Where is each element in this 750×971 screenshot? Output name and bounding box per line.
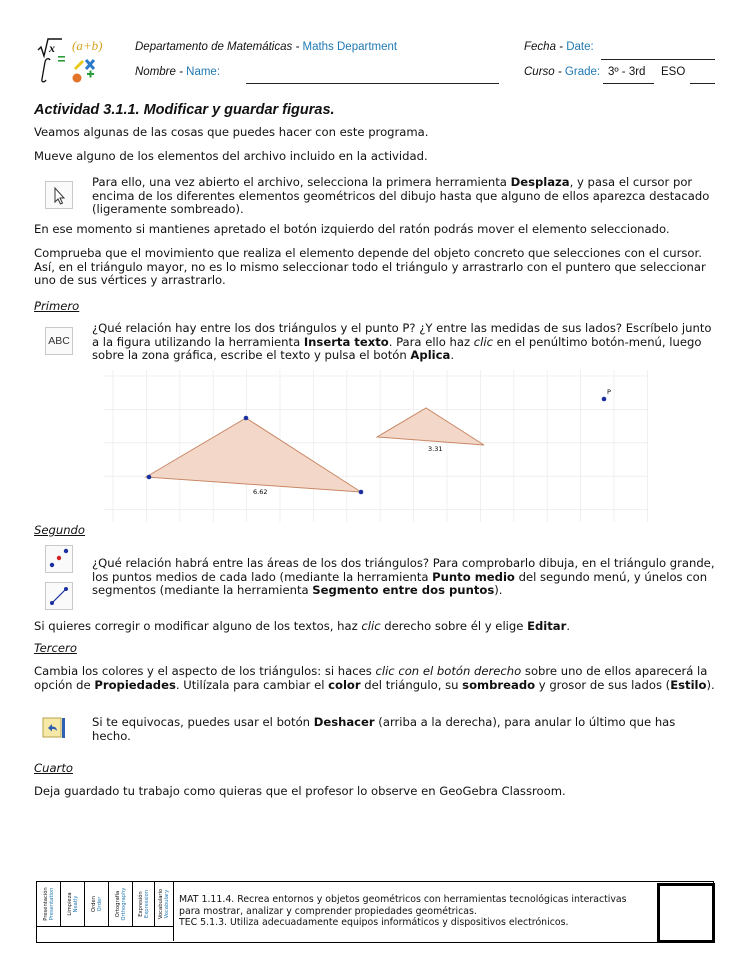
text-inserta: Inserta texto (303, 334, 389, 349)
criteria-label (91, 896, 103, 912)
paragraph-undo (92, 716, 717, 743)
section-segundo: Segundo (34, 523, 86, 537)
insert-text-tool-icon[interactable] (45, 327, 73, 355)
text-p9e: . Utilízala para cambiar el (175, 677, 329, 692)
paragraph-edit (34, 620, 718, 634)
text-sombreado: sombreado (462, 677, 536, 692)
vertex-b[interactable] (244, 416, 249, 421)
criteria-label-es: Ortografía (114, 890, 121, 918)
criteria-label (67, 892, 79, 915)
criteria-cell (133, 882, 155, 926)
undo-button-icon[interactable] (42, 717, 66, 739)
department-en: Maths Department (302, 41, 398, 53)
text-editar: Editar (527, 619, 567, 633)
text-clic-derecho: clic con el botón derecho (375, 664, 522, 678)
segment-tool-icon[interactable] (45, 582, 73, 610)
segment-icon (46, 583, 72, 609)
text-punto-medio: Punto medio (432, 569, 515, 584)
grade-line (603, 83, 654, 84)
cursor-arrow-icon (46, 182, 72, 208)
move-tool-icon[interactable] (45, 181, 73, 209)
text-move-a: Para ello, una vez abierto el archivo, selecciona la primera herramienta (92, 175, 511, 189)
text-deshacer: Deshacer (313, 715, 375, 729)
paragraph-check: Comprueba que el movimiento que realiza el elemento depende del objeto concreto que selecciones con el cursor. Así, en el triángulo mayor, no es lo mismo seleccionar todo el triángulo y arrastrarlo con el puntero que seleccionar uno de sus vértices y arrastrarlo. (34, 246, 706, 288)
text-p9c: sobre uno de ellos aparecerá la opción de (34, 664, 708, 692)
name-es: Nombre (135, 66, 176, 78)
paragraph-cuarto: Deja guardado tu trabajo como quieras que el profesor lo observe en GeoGebra Classroom. (34, 784, 566, 798)
name-label (135, 66, 220, 78)
small-triangle[interactable] (377, 408, 484, 445)
paragraph-segundo (92, 557, 717, 598)
criteria-label (158, 889, 170, 919)
name-en: Name: (186, 66, 221, 78)
criteria-label-es: Expresión (137, 891, 144, 917)
criteria-label-en: Vocabulary (164, 889, 170, 919)
name-sep: - (175, 66, 187, 78)
grade-sep: - (554, 66, 565, 78)
grade-value: 3º - 3rd (608, 66, 646, 78)
date-line[interactable] (601, 59, 715, 60)
text-aplica: Aplica (410, 348, 451, 363)
criteria-cell (109, 882, 133, 926)
date-es: Fecha (524, 41, 556, 53)
text-p6e: en el penúltimo botón-menú, luego sobre la zona gráfica, escribe el texto y pulsa el botón (92, 334, 702, 363)
section-cuarto: Cuarto (34, 761, 73, 775)
figure-canvas (104, 370, 648, 522)
paragraph-primero (92, 322, 717, 363)
paragraph-tercero (34, 665, 718, 692)
criteria-label (138, 890, 150, 918)
eso-line (690, 83, 715, 84)
text-desplaza: Desplaza (510, 175, 570, 189)
text-p9k: ). (706, 677, 715, 692)
date-en: Date: (566, 41, 594, 53)
standard-1: MAT 1.11.4. Recrea entornos y objetos geométricos con herramientas tecnológicas interactivas (179, 894, 627, 905)
criteria-label-es: Presentación (42, 887, 49, 921)
department-sep: - (292, 41, 303, 53)
big-side-label: 6.62 (253, 488, 268, 496)
text-p8e: . (566, 619, 571, 633)
criteria-label (115, 888, 127, 921)
evaluation-box (36, 881, 714, 943)
criteria-divider (173, 882, 174, 941)
grid-lines (104, 370, 648, 522)
text-segmento: Segmento entre dos puntos (312, 583, 495, 598)
criteria-label-es: Vocabulario (158, 888, 164, 920)
grade-es: Curso (524, 66, 555, 78)
criteria-bottom-line (37, 926, 173, 927)
text-p9g: del triángulo, su (360, 677, 463, 692)
small-side-label: 3.31 (428, 445, 443, 453)
criteria-cell (155, 882, 173, 926)
criteria-label-en: Orthography (120, 887, 127, 921)
logo-text: (a+b) (72, 38, 103, 53)
text-p7e: ). (494, 583, 503, 598)
text-p7a: ¿Qué relación habrá entre las áreas de los dos triángulos? Para comprobarlo dibuja, en el triángulo grande, los puntos medios de cada lado (mediante la herramienta (92, 556, 715, 584)
criteria-label-en: Neatly (72, 895, 79, 913)
text-p6a: ¿Qué relación hay entre los dos triángulos y el punto P? ¿Y entre las medidas de sus lados? Escríbelo junto a la figura utilizando la herramienta (92, 321, 712, 349)
standard-3: TEC 5.1.3. Utiliza adecuadamente equipos informáticos y dispositivos electrónicos. (179, 917, 569, 928)
geogebra-figure[interactable] (104, 370, 648, 522)
criteria-label-es: Limpieza (66, 892, 73, 916)
criteria-cell (85, 882, 109, 926)
department-label (135, 41, 397, 53)
text-p10c: (arriba a la derecha), para anular lo último que has hecho. (92, 715, 676, 743)
grade-label (524, 66, 600, 78)
text-estilo: Estilo (670, 677, 707, 692)
criteria-label-en: Presentation (48, 887, 55, 921)
text-p9i: y grosor de sus lados ( (535, 677, 671, 692)
text-p7c: del segundo menú, y únelos con segmentos (mediante la herramienta (92, 569, 708, 598)
undo-icon (42, 717, 66, 739)
grade-box[interactable] (657, 883, 715, 943)
criteria-label (43, 887, 55, 920)
criteria-label-es: Orden (90, 896, 97, 912)
eso-label: ESO (661, 66, 686, 78)
date-sep: - (555, 41, 567, 53)
abc-icon: ABC (48, 335, 70, 347)
text-clic-2: clic (361, 619, 381, 633)
section-primero: Primero (34, 299, 80, 313)
criteria-label-en: Order (96, 896, 103, 912)
text-p8c: derecho sobre él y elige (380, 619, 528, 633)
activity-title: Actividad 3.1.1. Modificar y guardar figuras. (34, 102, 335, 118)
text-move-c: , y pasa el cursor por encima de los diferentes elementos geométricos del dibujo hasta que alguno de ellos aparezca destacado (ligeramente sombreado). (92, 175, 710, 217)
date-label (524, 41, 594, 53)
paragraph-move-tool (92, 176, 717, 217)
grade-en: Grade: (564, 66, 601, 78)
svg-text:x: x (49, 41, 55, 55)
paragraph-intro: Veamos algunas de las cosas que puedes hacer con este programa. (34, 125, 429, 139)
name-line[interactable] (246, 83, 499, 84)
standards-text (179, 894, 627, 929)
point-p[interactable] (602, 397, 607, 402)
big-triangle[interactable] (146, 418, 361, 492)
criteria-label-en: Expression (143, 889, 150, 919)
text-propiedades: Propiedades (94, 677, 176, 692)
standard-2: para mostrar, analizar y comprender propiedades geométricas. (179, 905, 477, 917)
text-p10a: Si te equivocas, puedes usar el botón (92, 715, 314, 729)
paragraph-drag: En ese momento si mantienes apretado el botón izquierdo del ratón podrás mover el elemento seleccionado. (34, 222, 670, 236)
text-clic: clic (473, 334, 493, 349)
text-p9a: Cambia los colores y el aspecto de los triángulos: si haces (34, 664, 376, 678)
vertex-a[interactable] (147, 475, 152, 480)
vertex-c[interactable] (359, 490, 364, 495)
paragraph-move: Mueve alguno de los elementos del archivo incluido en la actividad. (34, 149, 428, 163)
text-p6c: . Para ello haz (388, 334, 474, 349)
midpoint-icon (46, 546, 72, 572)
criteria-cell (61, 882, 85, 926)
criteria-cell (37, 882, 61, 926)
text-p8a: Si quieres corregir o modificar alguno de los textos, haz (34, 619, 362, 633)
midpoint-tool-icon[interactable] (45, 545, 73, 573)
text-p6g: . (450, 348, 455, 363)
text-color: color (328, 677, 361, 692)
section-tercero: Tercero (34, 641, 77, 655)
point-p-label: P (607, 388, 611, 396)
department-es: Departamento de Matemáticas (135, 41, 293, 53)
